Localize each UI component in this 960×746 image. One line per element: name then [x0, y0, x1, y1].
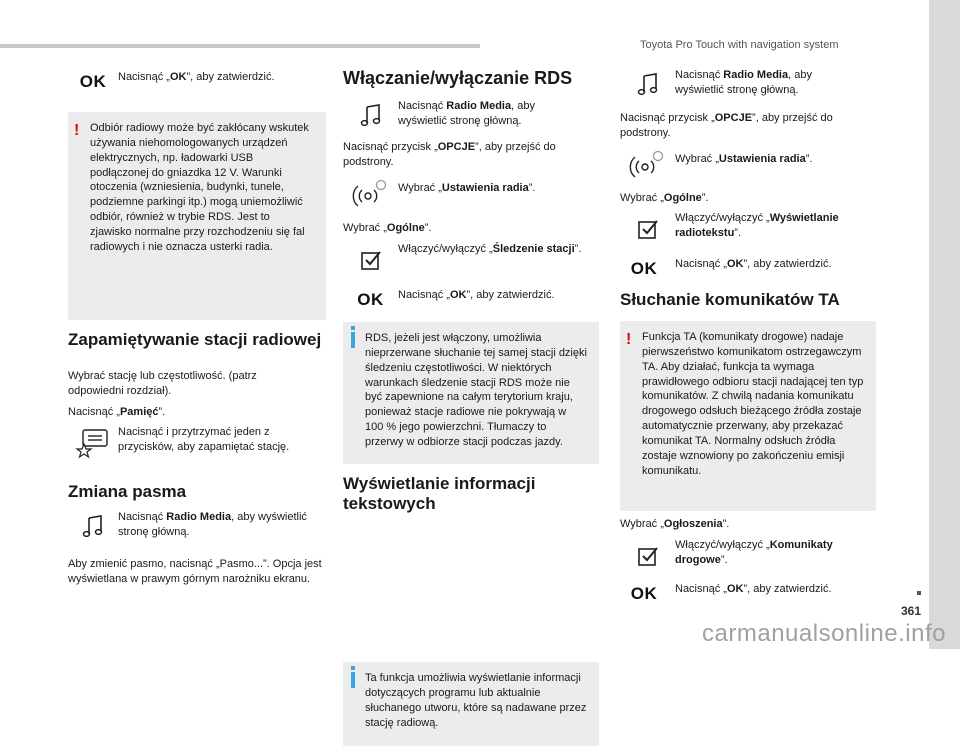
- preset-row-text: Nacisnąć i przytrzymać jeden z przycisków, aby zapamiętać stację.: [118, 426, 290, 453]
- radio-media-text: Nacisnąć Radio Media, aby wyświetlić stronę główną.: [675, 69, 812, 96]
- options-instruction: Nacisnąć przycisk „OPCJE”, aby przejść do podstrony.: [343, 141, 556, 168]
- radio-settings-text: Wybrać „Ustawienia radia”.: [398, 182, 536, 194]
- ok-confirm-text: Nacisnąć „OK”, aby zatwierdzić.: [398, 289, 555, 301]
- ok-confirm-text: Nacisnąć „OK”, aby zatwierdzić.: [675, 258, 832, 270]
- ok-icon: OK: [630, 258, 658, 278]
- warning-note-ta: [620, 321, 876, 511]
- radiotext-toggle-row: [620, 211, 876, 247]
- info-note-rds-text: RDS, jeżeli jest włączony, umożliwia nieprzerwane słuchanie tej samej stacji dzięki śledzeniu częstotliwości. W niektórych warunkach śledzenie stacji RDS może nie być zapewnione na całym terytorium kraju, ponieważ stacje radiowe nie pokrywają w 100 % jego powierzchni. Tłumaczy to przerwy w odbiorze stacji podczas jazdy.: [365, 332, 587, 448]
- info-icon: [351, 672, 355, 688]
- column-1: [68, 0, 326, 585]
- heading-band-change: Zmiana pasma: [68, 482, 187, 501]
- radio-settings-icon: [620, 148, 675, 182]
- radio-settings-icon: [343, 177, 398, 211]
- ok-confirm-text: Nacisnąć „OK”, aby zatwierdzić.: [675, 583, 832, 595]
- warning-note-text: Odbiór radiowy może być zakłócany wskutek używania niehomologowanych urządzeń elektrycznych, np. ładowarki USB podłączonej do gniazdka 12 V. Warunki otoczenia (wzniesienia, budynki, tunele, podziemne parkingi itp.) mogą uniemożliwić odbiór, również w trybie RDS. Jest to zjawisko normalne przy rozchodzeniu się fal radiowych i nie oznacza usterki radia.: [90, 122, 309, 253]
- heading-store-station: Zapamiętywanie stacji radiowej: [68, 330, 322, 349]
- radio-media-text: Nacisnąć Radio Media, aby wyświetlić stronę główną.: [118, 511, 307, 538]
- music-note-icon: [68, 510, 118, 542]
- info-note-text: [343, 662, 599, 746]
- heading-ta: Słuchanie komunikatów TA: [620, 290, 840, 309]
- ok-confirm-row: [68, 66, 326, 98]
- tracking-toggle-text: Włączyć/wyłączyć „Śledzenie stacji”.: [398, 243, 582, 255]
- warning-note: [68, 112, 326, 320]
- tracking-toggle-row: [343, 242, 599, 278]
- radio-settings-row: [343, 177, 599, 211]
- warning-icon: !: [74, 122, 80, 139]
- page-edge-marker: [917, 591, 921, 595]
- ok-icon: OK: [79, 71, 107, 91]
- column-3: [620, 0, 876, 603]
- general-instruction: Wybrać „Ogólne”.: [343, 222, 432, 234]
- ok-confirm-text: Nacisnąć „OK”, aby zatwierdzić.: [118, 71, 275, 83]
- preset-star-icon: [68, 425, 118, 461]
- radio-media-row: [68, 510, 326, 542]
- page-header-title: Toyota Pro Touch with navigation system: [640, 39, 839, 51]
- heading-rds: Włączanie/wyłączanie RDS: [343, 68, 573, 88]
- checkbox-icon: [620, 211, 675, 247]
- warning-note-ta-text: Funkcja TA (komunikaty drogowe) nadaje pierwszeństwo komunikatom ostrzegawczym TA. Aby działać, funkcja ta wymaga prawidłowego odbioru stacji nadającej ten typ komunikatów. Z chwilą nadania komunikatu drogowego odsłuch bieżącego źródła zostaje automatycznie przerwany, aby przekazać komunikat TA. Normalny odsłuch źródła zostaje wznowiony po zakończeniu emisji komunikatu.: [642, 331, 864, 477]
- band-instruction: Aby zmienić pasmo, nacisnąć „Pasmo...”. Opcja jest wyświetlana w prawym górnym narożniku ekranu.: [68, 558, 322, 585]
- ok-icon: OK: [357, 289, 384, 309]
- checkbox-icon: [620, 538, 675, 574]
- music-note-icon: [620, 68, 675, 100]
- info-note-text-body: Ta funkcja umożliwia wyświetlanie informacji dotyczących programu lub aktualnie słuchanego utworu, które są nadawane przez stację radiową.: [365, 672, 587, 729]
- checkbox-icon: [343, 242, 398, 278]
- ok-icon: OK: [630, 583, 658, 603]
- announcements-instruction: Wybrać „Ogłoszenia”.: [620, 518, 730, 530]
- info-icon: [351, 332, 355, 348]
- music-note-icon: [343, 99, 398, 131]
- radio-media-row: [343, 99, 599, 131]
- general-instruction: Wybrać „Ogólne”.: [620, 192, 709, 204]
- page-number: 361: [901, 604, 922, 618]
- radio-settings-row: [620, 148, 876, 182]
- ok-confirm-row: [620, 253, 876, 285]
- radio-media-row: [620, 68, 876, 100]
- options-instruction: Nacisnąć przycisk „OPCJE”, aby przejść do podstrony.: [620, 112, 833, 139]
- column-2: [343, 0, 599, 729]
- ok-confirm-row: [343, 284, 599, 316]
- traffic-toggle-text: Włączyć/wyłączyć „Komunikaty drogowe”.: [675, 539, 833, 566]
- warning-icon: !: [626, 331, 632, 348]
- ok-confirm-row: [620, 578, 876, 610]
- info-note-rds: [343, 322, 599, 464]
- store-instruction: Wybrać stację lub częstotliwość. (patrz odpowiedni rozdział).: [68, 370, 257, 397]
- radio-settings-text: Wybrać „Ustawienia radia”.: [675, 153, 813, 165]
- store-memory-instruction: Nacisnąć „Pamięć”.: [68, 406, 166, 418]
- watermark: carmanualsonline.info: [702, 620, 946, 647]
- preset-row: [68, 425, 326, 461]
- radiotext-toggle-text: Włączyć/wyłączyć „Wyświetlanie radiotekstu”.: [675, 212, 839, 239]
- heading-text-info: Wyświetlanie informacji tekstowych: [343, 474, 536, 513]
- traffic-toggle-row: [620, 538, 876, 574]
- radio-media-text: Nacisnąć Radio Media, aby wyświetlić stronę główną.: [398, 100, 535, 127]
- page-edge-strip: [929, 0, 960, 649]
